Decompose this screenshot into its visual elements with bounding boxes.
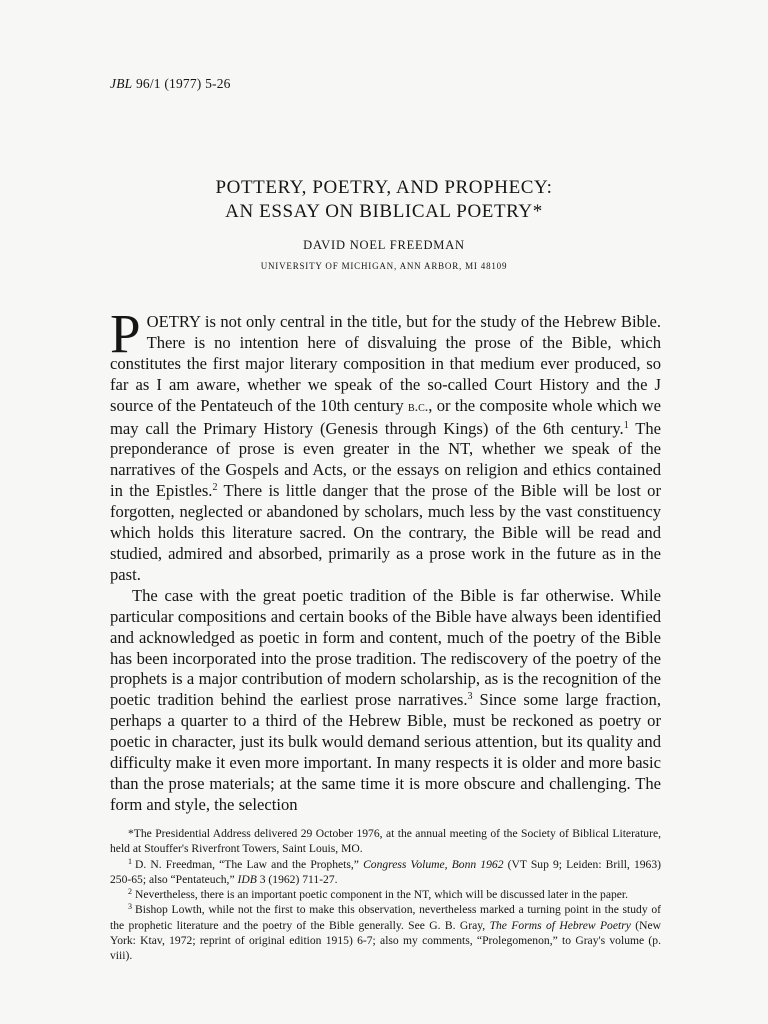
footnote-ref-2[interactable]: 2 [212,482,218,494]
paragraph-1: POETRY is not only central in the title, but for the study of the Hebrew Bible. There is no intention here of disvaluing the prose of the Bible, which constitutes the first major literary composition in that medium ever produced, so far as I am aware, whether we speak of the so-called Court History and the J source of the Pentateuch of the 10th century b.c., or the composite whole which we may call the Primary History (Genesis through Kings) of the 6th century.$^1$ The preponderance of prose is even greater in the NT, whether we speak of the narratives of the Gospels and Acts, or the essays on religion and ethics contained in the Epistles.$^2$ There is little danger that the prose of the Bible will be lost or forgotten, neglected or abandoned by scholars, much less by the vast constituency which holds this literature sacred. On the contrary, the Bible will be read and studied, admired and absorbed, primarily as a prose work in the future as in the past. [110,303,662,584]
footnote-1: $^1$ D. N. Freedman, “The Law and the Prophets,” Congress Volume, Bonn 1962 (VT Sup 9; Leiden: Brill, 1963) 250-65; also “Pentateuch,” IDB 3 (1962) 711-27. [110,856,661,886]
paragraph-2: The case with the great poetic tradition of the Bible is far otherwise. While particular compositions and certain books of the Bible have always been identified and acknowledged as poetic in form and content, much of the poetry of the Bible has been incorporated into the prose tradition. The rediscovery of the poetry of the prophets is a major contribution of modern scholarship, as is the recognition of the poetic tradition behind the earliest prose narratives.$^3$ Since some large fraction, perhaps a quarter to a third of the Hebrew Bible, must be reckoned as poetry or poetic in character, just its bulk would demand serious attention, but its quality and difficulty make it even more important. In many respects it is older and more basic than the prose materials; at the same time it is more obscure and challenging. The form and style, the selection [110,585,661,814]
body-text [110,303,662,816]
author-affiliation: UNIVERSITY OF MICHIGAN, ANN ARBOR, MI 48109 [260,261,508,271]
article-title [0,176,768,224]
era-abbrev: b.c. [407,399,429,415]
footnote-star: *The Presidential Address delivered 29 October 1976, at the annual meeting of the Society of Biblical Literature, held at Stouffer's Riverfront Towers, Saint Louis, MO. [110,827,661,856]
title-line-2: AN ESSAY ON BIBLICAL POETRY* [225,201,543,222]
volume-pages: 96/1 (1977) 5-26 [135,76,231,91]
journal-abbrev: JBL [110,76,133,91]
footnote-2: $^2$ Nevertheless, there is an important poetic component in the NT, which will be discussed later in the paper. [128,887,629,902]
title-line-1: POTTERY, POETRY, AND PROPHECY: [215,177,553,198]
drop-cap: P [110,303,141,364]
footnote-ref-1[interactable]: 1 [623,419,629,431]
author-name: DAVID NOEL FREEDMAN [303,238,465,252]
journal-citation [110,76,231,92]
footnote-3: $^3$ Bishop Lowth, while not the first to make this observation, nevertheless marked a turning point in the study of the prophetic literature and the poetry of the Bible generally. See G. B. Gray, The Forms of Hebrew Poetry (New York: Ktav, 1972; reprint of original edition 1915) 6-7; also my comments, “Prolegomenon,” to Gray's volume (p. viii). [110,902,661,963]
footnote-ref-3[interactable]: 3 [467,691,473,703]
footnotes [110,826,661,964]
